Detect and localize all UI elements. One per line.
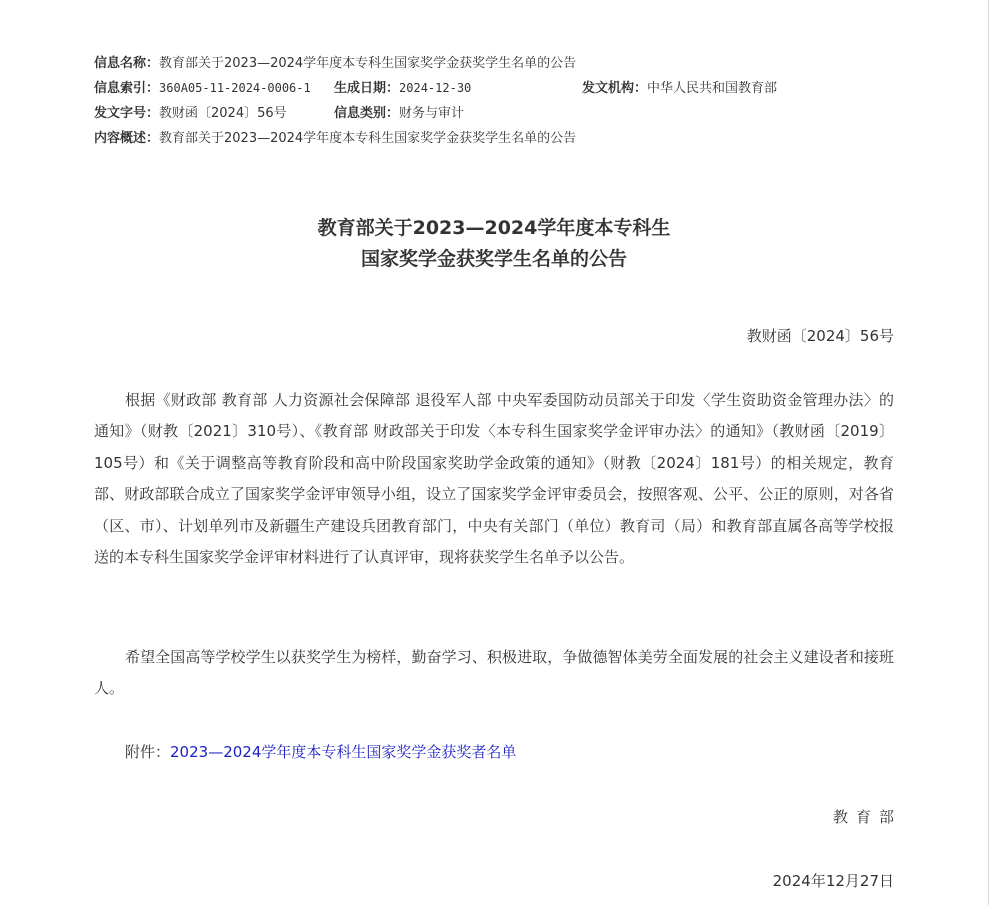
body-paragraph-2: 希望全国高等学校学生以获奖学生为榜样，勤奋学习、积极进取，争做德智体美劳全面发展的社会主义建设者和接班人。	[94, 648, 894, 698]
meta-agency-label: 发文机构：	[582, 81, 648, 96]
meta-row-summary	[94, 126, 576, 151]
document-title	[94, 213, 894, 275]
document-number: 教财函〔2024〕56号	[746, 327, 894, 345]
meta-row-name	[94, 51, 576, 76]
meta-category-value: 财务与审计	[399, 106, 465, 121]
meta-date-value: 2024-12-30	[399, 81, 472, 95]
attachment-link[interactable]: 2023—2024学年度本专科生国家奖学金获奖者名单	[170, 743, 517, 761]
meta-row-docno	[94, 101, 576, 126]
meta-docno-label: 发文字号：	[94, 106, 160, 121]
info-meta-block	[94, 51, 778, 151]
meta-summary-label: 内容概述：	[94, 131, 160, 146]
meta-docno-value: 教财函〔2024〕56号	[159, 106, 287, 121]
document-date: 2024年12月27日	[772, 872, 894, 890]
meta-agency-value: 中华人民共和国教育部	[647, 81, 778, 96]
title-line-2: 国家奖学金获奖学生名单的公告	[360, 248, 627, 270]
attachment-line	[125, 738, 516, 766]
meta-row-index	[94, 76, 778, 101]
meta-summary-value: 教育部关于2023—2024学年度本专科生国家奖学金获奖学生名单的公告	[159, 131, 577, 146]
title-line-1: 教育部关于2023—2024学年度本专科生	[317, 217, 671, 239]
body-paragraph-1: 根据《财政部 教育部 人力资源社会保障部 退役军人部 中央军委国防动员部关于印发〈学生资助资金管理办法〉的通知》（财教〔2021〕310号）、《教育部 财政部关于印发〈本专科生国家奖学金评审办法〉的通知》（教财函〔2019〕105号）和《关于调整高等教育阶段和高中阶段国家奖助学金政策的通知》（财教〔2024〕181号）的相关规定，教育部、财政部联合成立了国家奖学金评审领导小组，设立了国家奖学金评审委员会，按照客观、公平、公正的原则，对各省（区、市）、计划单列市及新疆生产建设兵团教育部门，中央有关部门（单位）教育司（局）和教育部直属各高等学校报送的本专科生国家奖学金评审材料进行了认真评审，现将获奖学生名单予以公告。	[94, 391, 894, 567]
meta-index-label: 信息索引：	[94, 81, 160, 96]
meta-index-value: 360A05-11-2024-0006-1	[159, 81, 311, 95]
attachment-label: 附件：	[125, 743, 171, 761]
page-right-border	[988, 0, 989, 905]
meta-name-label: 信息名称：	[94, 56, 160, 71]
meta-name-value: 教育部关于2023—2024学年度本专科生国家奖学金获奖学生名单的公告	[159, 56, 577, 71]
signer: 教育部	[832, 808, 902, 826]
meta-date-label: 生成日期：	[334, 81, 400, 96]
meta-category-label: 信息类别：	[334, 106, 400, 121]
